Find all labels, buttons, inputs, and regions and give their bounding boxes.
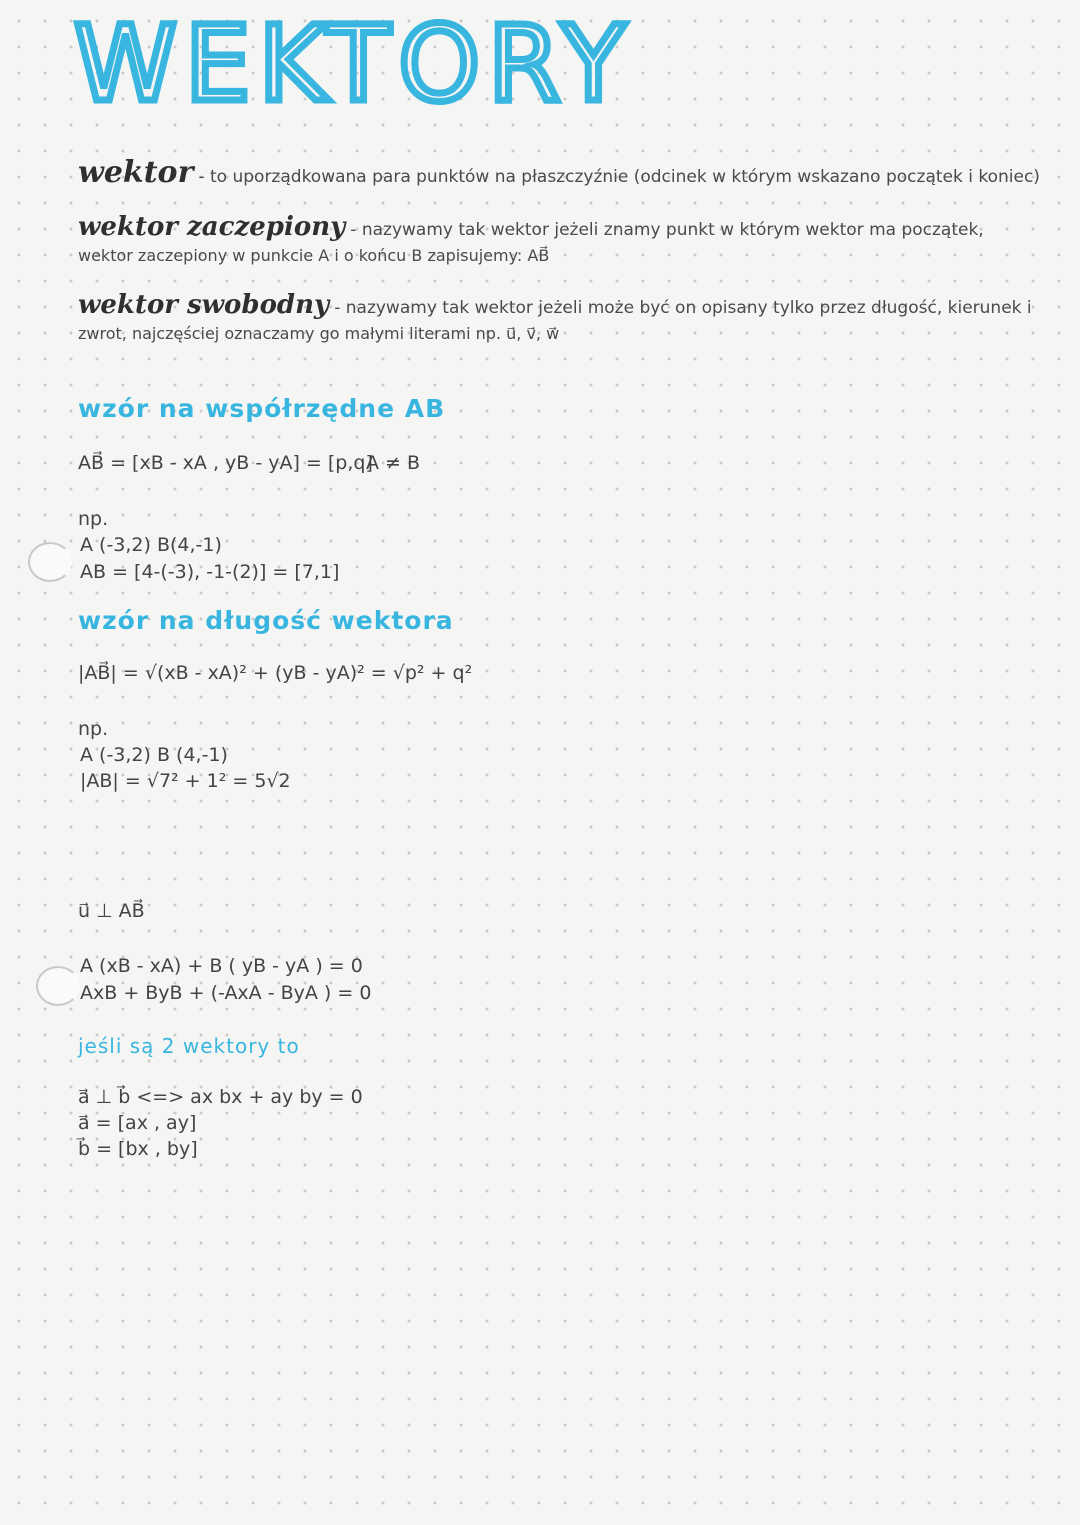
definition-wektor-swobodny: [78, 290, 1032, 320]
coordinates-formula: AB⃗ = [xB - xA , yB - yA] = [p,q]: [78, 452, 373, 474]
vector-b-definition: b⃗ = [bx , by]: [78, 1138, 198, 1160]
definition-text: - nazywamy tak wektor jeżeli może być on opisany tylko przez długość, kierunek i: [334, 298, 1032, 318]
term-wektor-swobodny: wektor swobodny: [78, 290, 330, 320]
punch-hole-top: [28, 542, 72, 582]
term-wektor-zaczepiony: wektor zaczepiony: [78, 212, 346, 242]
definition-text: - to uporządkowana para punktów na płaszczyźnie (odcinek w którym wskazano początek i koniec): [198, 167, 1040, 187]
perpendicular-equation-2: AxB + ByB + (-AxA - ByA ) = 0: [80, 982, 372, 1004]
example-points: A (-3,2) B(4,-1): [80, 534, 222, 556]
definition-text-continued: wektor zaczepiony w punkcie A i o końcu B zapisujemy: AB⃗: [78, 246, 550, 265]
example-label: np.: [78, 508, 109, 530]
definition-wektor-zaczepiony: [78, 212, 984, 242]
example-calculation: AB = [4-(-3), -1-(2)] = [7,1]: [80, 561, 340, 583]
perpendicular-statement: u⃗ ⊥ AB⃗: [78, 900, 145, 922]
term-wektor: wektor: [78, 155, 194, 190]
definition-text: - nazywamy tak wektor jeżeli znamy punkt w którym wektor ma początek,: [350, 220, 984, 240]
vector-a-definition: a⃗ = [ax , ay]: [78, 1112, 197, 1134]
heading-two-vectors: jeśli są 2 wektory to: [78, 1034, 300, 1058]
example-label: np.: [78, 718, 109, 740]
perpendicular-rule: a⃗ ⊥ b⃗ <=> ax bx + ay by = 0: [78, 1086, 363, 1108]
page-title: WEKTORY: [74, 3, 634, 125]
definition-wektor: [78, 155, 1040, 190]
length-formula: |AB⃗| = √(xB - xA)² + (yB - yA)² = √p² + q²: [78, 662, 473, 684]
example-points: A (-3,2) B (4,-1): [80, 744, 228, 766]
example-calculation: |AB| = √7² + 1² = 5√2: [80, 770, 291, 792]
definition-text-continued: zwrot, najczęściej oznaczamy go małymi literami np. u⃗, v⃗, w⃗: [78, 324, 560, 343]
heading-coordinates: wzór na współrzędne AB: [78, 394, 446, 423]
heading-length: wzór na długość wektora: [78, 606, 454, 635]
perpendicular-equation-1: A (xB - xA) + B ( yB - yA ) = 0: [80, 955, 363, 977]
coordinates-condition: A ≠ B: [366, 452, 421, 474]
punch-hole-bottom: [36, 966, 80, 1006]
